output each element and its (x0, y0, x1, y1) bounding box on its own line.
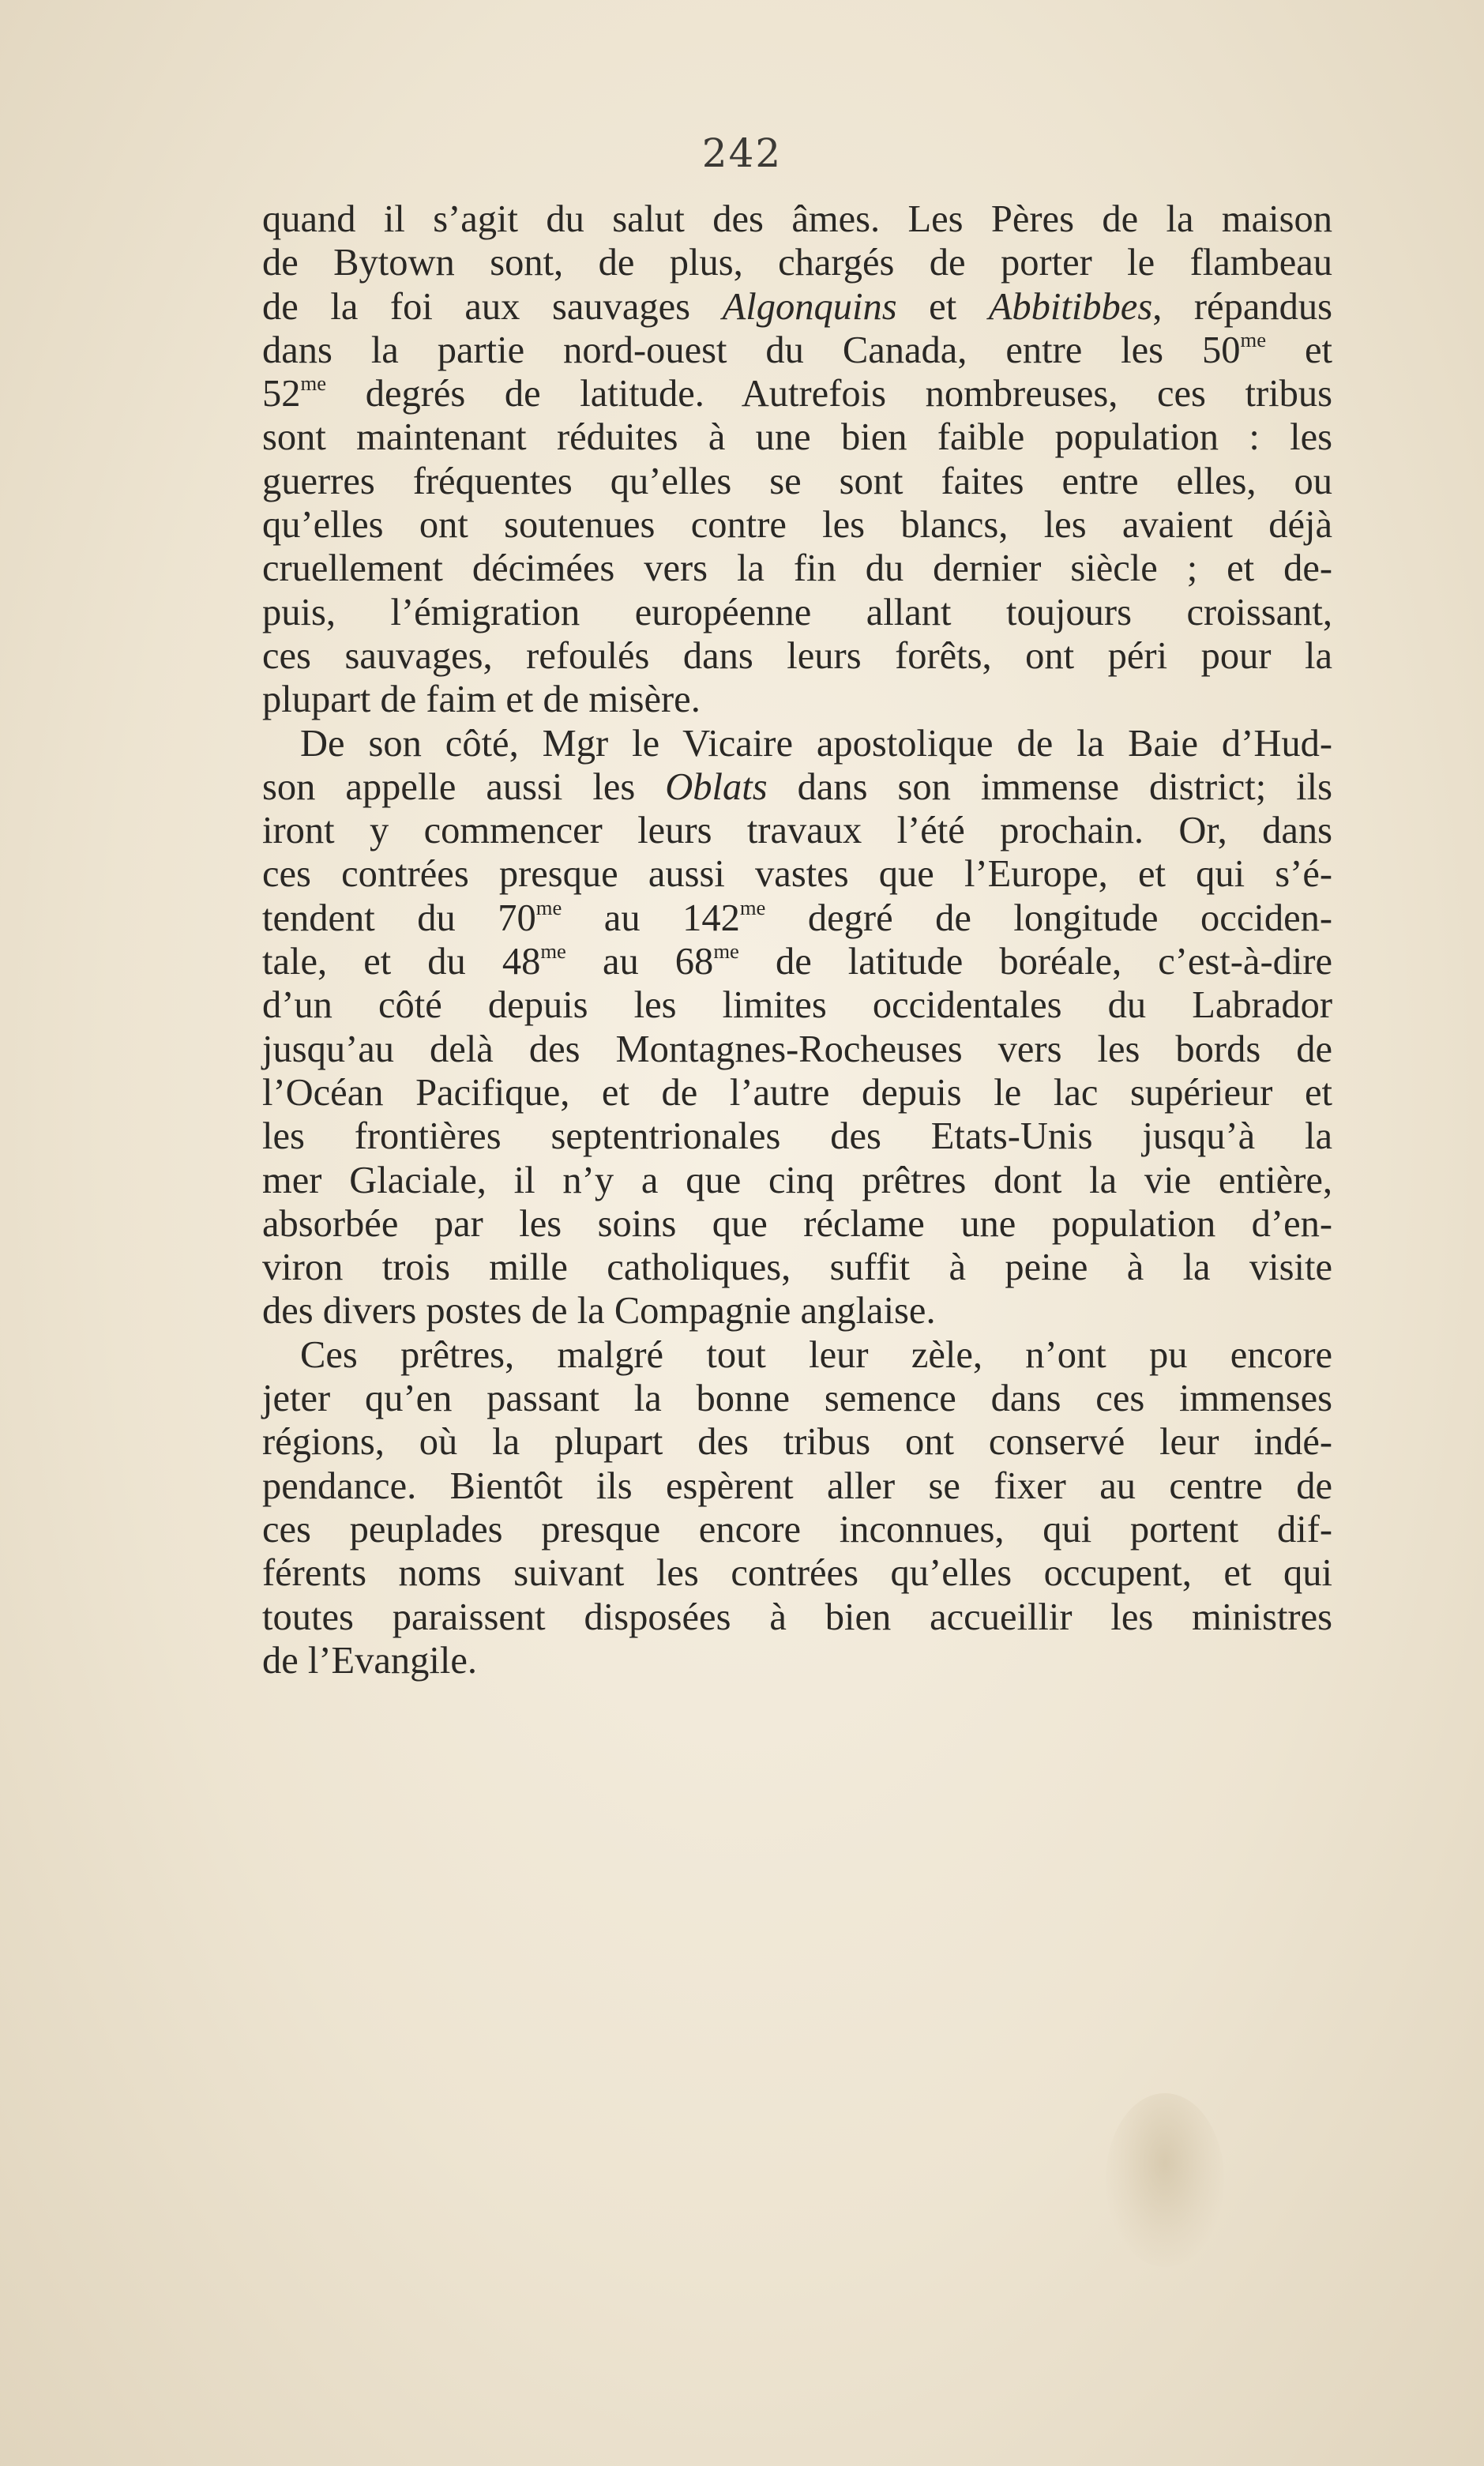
text-segment: qu’elles ont soutenues contre les blancs, les avaient déjà (262, 504, 1332, 547)
text-line (262, 1333, 1332, 1377)
text-line (262, 460, 1332, 503)
text-segment: de la foi aux sauvages (262, 285, 723, 328)
italic-term: Algonquins (722, 285, 897, 328)
text-segment: De son côté, Mgr le Vicaire apostolique de la Baie d’Hud- (300, 722, 1332, 765)
text-line (262, 197, 1332, 241)
text-segment: cruellement décimées vers la fin du dernier siècle ; et de- (262, 547, 1332, 590)
text-segment: et (1266, 329, 1332, 371)
text-segment: jeter qu’en passant la bonne semence dans ces immenses (262, 1378, 1332, 1420)
page-number: 242 (701, 130, 783, 176)
text-line (262, 241, 1332, 284)
text-line (262, 372, 1332, 415)
superscript: me (713, 939, 739, 964)
text-segment: 52 (262, 373, 301, 415)
text-segment: degrés de latitude. Autrefois nombreuses, ces tribus (326, 373, 1332, 415)
text-segment: au 68 (565, 941, 714, 983)
text-segment: ces contrées presque aussi vastes que l’Europe, et qui s’é- (262, 853, 1332, 896)
text-line (262, 329, 1332, 372)
text-line (262, 678, 1332, 721)
text-line (262, 1159, 1332, 1202)
text-line (262, 1377, 1332, 1420)
text-segment: toutes paraissent disposées à bien accueillir les ministres (262, 1596, 1332, 1638)
text-segment: iront y commencer leurs travaux l’été prochain. Or, dans (262, 810, 1332, 852)
text-segment: l’Océan Pacifique, et de l’autre depuis le lac supérieur et (262, 1071, 1332, 1114)
text-line (262, 852, 1332, 896)
text-segment: viron trois mille catholiques, suffit à peine à la visite (262, 1246, 1332, 1289)
text-segment: de Bytown sont, de plus, chargés de porter le flambeau (262, 242, 1332, 284)
italic-term: Oblats (665, 765, 768, 808)
text-line (262, 634, 1332, 678)
text-line (262, 1596, 1332, 1639)
text-segment: quand il s’agit du salut des âmes. Les Pères de la maison (262, 198, 1332, 240)
superscript: me (300, 371, 327, 396)
paper-stain (1106, 2093, 1224, 2267)
text-segment: mer Glaciale, il n’y a que cinq prêtres dont la vie entière, (262, 1159, 1332, 1201)
text-segment: des divers postes de la Compagnie anglaise. (262, 1290, 936, 1333)
text-segment: au 142 (562, 897, 740, 939)
text-segment: sont maintenant réduites à une bien faible population : les (262, 416, 1332, 459)
body-text (262, 197, 1332, 1682)
text-segment: Ces prêtres, malgré tout leur zèle, n’ont pu encore (300, 1333, 1332, 1376)
text-line (262, 591, 1332, 634)
text-line (262, 1508, 1332, 1551)
text-line (262, 285, 1332, 329)
text-line (262, 503, 1332, 547)
text-segment: ces peuplades presque encore inconnues, qui portent dif- (262, 1508, 1332, 1551)
text-line (262, 1028, 1332, 1071)
text-segment: ces sauvages, refoulés dans leurs forêts, ont péri pour la (262, 634, 1332, 677)
italic-term: Abbitibbes (988, 285, 1153, 328)
text-line (262, 722, 1332, 765)
text-segment: férents noms suivant les contrées qu’elles occupent, et qui (262, 1552, 1332, 1595)
text-segment: plupart de faim et de misère. (262, 679, 701, 721)
text-line (262, 415, 1332, 459)
text-segment: puis, l’émigration européenne allant toujours croissant, (262, 591, 1332, 633)
superscript: me (535, 895, 562, 919)
text-line (262, 897, 1332, 940)
text-segment: les frontières septentrionales des Etats-Unis jusqu’à la (262, 1115, 1332, 1158)
superscript: me (1240, 327, 1267, 351)
text-segment: absorbée par les soins que réclame une population d’en- (262, 1202, 1332, 1245)
text-segment: tale, et du 48 (262, 941, 541, 983)
text-segment: dans son immense district; ils (767, 765, 1332, 808)
text-segment: degré de longitude occiden- (765, 897, 1332, 939)
text-segment: jusqu’au delà des Montagnes-Rocheuses vers les bords de (262, 1028, 1332, 1070)
text-segment: et (896, 285, 989, 328)
text-line (262, 547, 1332, 590)
text-segment: son appelle aussi les (262, 765, 666, 808)
text-line (262, 1639, 1332, 1682)
text-segment: de l’Evangile. (262, 1639, 478, 1682)
text-line (262, 1115, 1332, 1158)
text-segment: guerres fréquentes qu’elles se sont faites entre elles, ou (262, 460, 1332, 502)
text-segment: tendent du 70 (262, 897, 536, 939)
text-segment: de latitude boréale, c’est-à-dire (738, 941, 1332, 983)
text-segment: , répandus (1152, 285, 1332, 328)
text-line (262, 809, 1332, 852)
text-line (262, 1289, 1332, 1333)
text-line (262, 1071, 1332, 1115)
text-line (262, 765, 1332, 809)
text-line (262, 1464, 1332, 1508)
text-segment: régions, où la plupart des tribus ont conservé leur indé- (262, 1421, 1332, 1464)
text-line (262, 940, 1332, 983)
text-line (262, 1246, 1332, 1289)
text-segment: pendance. Bientôt ils espèrent aller se fixer au centre de (262, 1464, 1332, 1507)
text-line (262, 1551, 1332, 1595)
text-line (262, 1202, 1332, 1246)
superscript: me (739, 895, 766, 919)
text-segment: dans la partie nord-ouest du Canada, entre les 50 (262, 329, 1241, 371)
superscript: me (540, 939, 566, 964)
text-line (262, 983, 1332, 1027)
text-line (262, 1420, 1332, 1464)
text-segment: d’un côté depuis les limites occidentales du Labrador (262, 984, 1332, 1027)
